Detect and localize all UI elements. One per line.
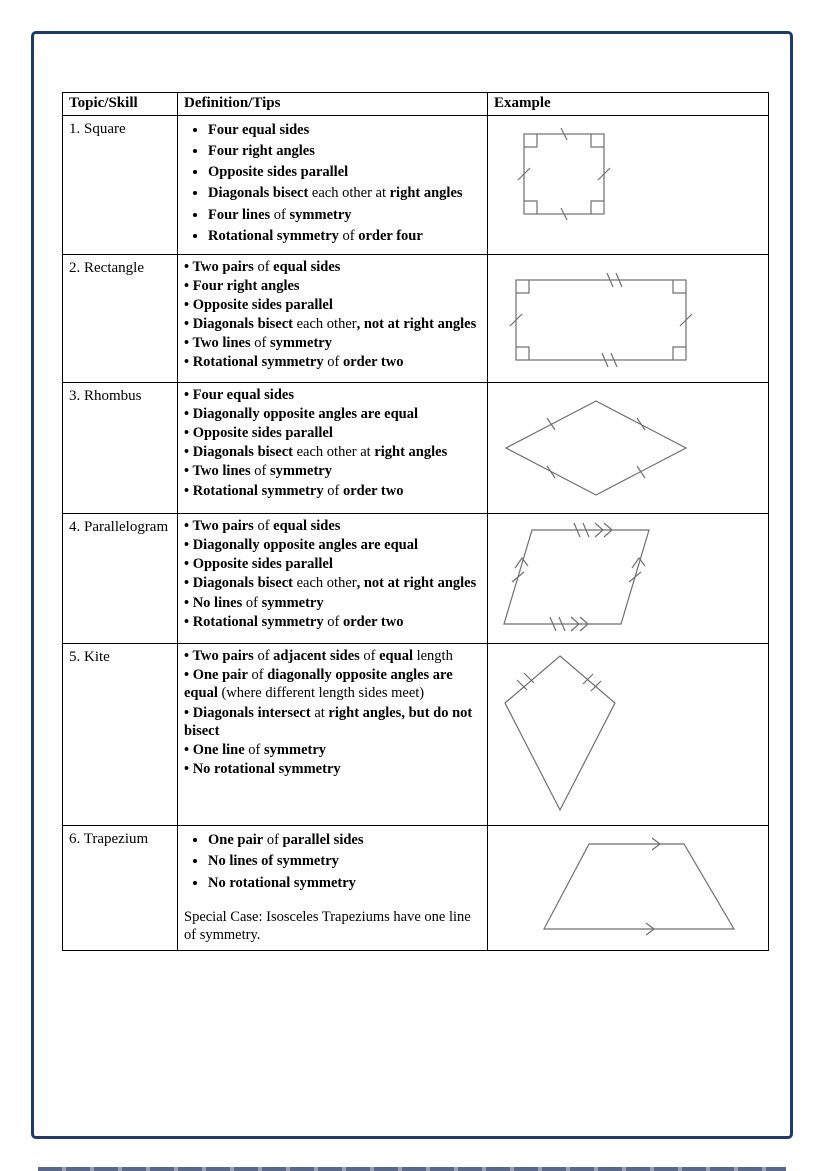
definition-text: of bbox=[263, 832, 283, 849]
definition-text: Opposite sides parallel bbox=[208, 164, 349, 181]
table-row bbox=[63, 514, 769, 644]
bullet-marker: • bbox=[184, 444, 193, 461]
definition-bullet bbox=[208, 831, 481, 849]
table-row bbox=[63, 116, 769, 255]
definition-cell bbox=[178, 644, 488, 826]
definition-text: Rotational symmetry bbox=[192, 482, 324, 499]
definition-text: adjacent sides bbox=[273, 648, 360, 665]
bullet-marker: • bbox=[184, 667, 193, 684]
definition-bullet bbox=[184, 315, 481, 333]
definition-text: symmetry bbox=[261, 594, 324, 611]
definition-text: of bbox=[323, 354, 343, 371]
bullet-marker: • bbox=[184, 297, 193, 313]
definition-text: right angles bbox=[389, 185, 463, 202]
bullet-marker: • bbox=[184, 613, 193, 630]
definition-bullet bbox=[184, 405, 481, 423]
topic-cell: 6. Trapezium bbox=[63, 826, 178, 951]
definition-text: diagonally opposite angles are equal bbox=[184, 667, 453, 702]
definition-text: Opposite sides parallel bbox=[192, 425, 333, 442]
definition-text: Opposite sides parallel bbox=[192, 297, 333, 313]
definition-text: each other bbox=[293, 575, 357, 592]
definition-cell bbox=[178, 514, 488, 644]
definition-text: of bbox=[250, 335, 270, 352]
parallelogram-figure bbox=[494, 518, 679, 641]
bullet-marker: • bbox=[184, 354, 193, 371]
definition-text: Diagonals bisect bbox=[192, 444, 293, 461]
definition-text: One pair bbox=[208, 832, 264, 849]
definition-text: order four bbox=[358, 227, 423, 244]
definition-bullet bbox=[184, 594, 481, 612]
definition-text: Four equal sides bbox=[208, 122, 310, 138]
definition-text: of bbox=[323, 482, 343, 499]
definition-text: symmetry bbox=[269, 463, 332, 480]
definition-text: One pair bbox=[192, 667, 248, 684]
topic-cell: 4. Parallelogram bbox=[63, 514, 178, 644]
definition-bullet bbox=[184, 482, 481, 500]
col-header-example: Example bbox=[488, 93, 769, 116]
definition-text: Diagonals bisect bbox=[208, 185, 309, 202]
bullet-marker: • bbox=[184, 704, 193, 721]
definition-text: each other bbox=[293, 316, 357, 333]
definition-text: symmetry bbox=[289, 206, 352, 223]
definition-text: (where different length sides meet) bbox=[217, 685, 425, 702]
definition-bullet bbox=[184, 334, 481, 352]
bullet-marker: • bbox=[184, 556, 193, 573]
definition-bullet bbox=[184, 760, 481, 778]
definition-text: each other at bbox=[293, 444, 375, 461]
definition-text: equal bbox=[379, 648, 413, 665]
definition-bullet bbox=[184, 277, 481, 295]
definition-text: parallel sides bbox=[282, 832, 364, 849]
bullet-marker: • bbox=[184, 741, 193, 758]
table-header-row bbox=[63, 93, 769, 116]
bullet-marker: • bbox=[184, 316, 193, 333]
bullet-marker: • bbox=[184, 335, 193, 352]
definition-bullet bbox=[184, 353, 481, 371]
definition-text: Two lines bbox=[192, 463, 251, 480]
definition-cell bbox=[178, 826, 488, 951]
definition-text: Two pairs bbox=[192, 518, 254, 534]
definition-text: symmetry bbox=[269, 335, 332, 352]
definition-bullet bbox=[208, 163, 481, 181]
square-figure bbox=[504, 124, 624, 229]
definition-bullet bbox=[184, 704, 481, 740]
quadrilaterals-table bbox=[62, 92, 769, 951]
example-cell bbox=[488, 254, 769, 382]
bullet-marker: • bbox=[184, 648, 193, 665]
bullet-marker: • bbox=[184, 760, 193, 777]
definition-list bbox=[184, 831, 481, 891]
definition-text: order two bbox=[342, 354, 404, 371]
topic-cell: 5. Kite bbox=[63, 644, 178, 826]
table-row bbox=[63, 826, 769, 951]
bullet-marker: • bbox=[184, 277, 193, 294]
definition-bullet bbox=[184, 574, 481, 592]
definition-text: Rotational symmetry bbox=[208, 227, 339, 244]
definition-text: Diagonally opposite angles are equal bbox=[192, 406, 419, 422]
bullet-marker: • bbox=[184, 386, 193, 403]
definition-text: symmetry bbox=[264, 741, 327, 758]
definition-bullet bbox=[208, 206, 481, 224]
definition-bullet bbox=[184, 443, 481, 461]
definition-text: Two pairs bbox=[192, 258, 254, 275]
rectangle-figure bbox=[506, 265, 696, 380]
example-cell bbox=[488, 116, 769, 255]
special-case-note: Special Case: Isosceles Trapeziums have one line of symmetry. bbox=[184, 908, 471, 943]
definition-text: Four right angles bbox=[208, 143, 315, 160]
col-header-topic-skill: Topic/Skill bbox=[63, 93, 178, 116]
definition-text: of bbox=[323, 613, 343, 630]
definition-text: Diagonals bisect bbox=[192, 575, 293, 592]
definition-bullet bbox=[184, 666, 481, 702]
definition-text: No lines bbox=[192, 594, 243, 611]
definition-bullet bbox=[208, 852, 481, 870]
definition-bullet bbox=[184, 386, 481, 404]
definition-text: order two bbox=[342, 613, 404, 630]
table-body bbox=[63, 116, 769, 951]
definition-bullet bbox=[184, 536, 481, 554]
definition-text: right angles, but do not bisect bbox=[184, 704, 473, 739]
example-cell bbox=[488, 514, 769, 644]
definition-text: Rotational symmetry bbox=[192, 354, 324, 371]
definition-text: of bbox=[250, 463, 270, 480]
definition-text: Diagonally opposite angles are equal bbox=[192, 537, 419, 554]
bullet-marker: • bbox=[184, 463, 193, 480]
definition-text: One line bbox=[192, 741, 245, 758]
rhombus-figure bbox=[496, 391, 696, 511]
definition-text: No rotational symmetry bbox=[192, 760, 341, 777]
definition-text: , not at right angles bbox=[356, 316, 477, 333]
definition-bullet bbox=[184, 741, 481, 759]
bullet-marker: • bbox=[184, 594, 193, 611]
kite-figure bbox=[500, 648, 625, 823]
trapezium-figure bbox=[534, 834, 744, 944]
definition-text: right angles bbox=[374, 444, 448, 461]
definition-text: No rotational symmetry bbox=[208, 874, 356, 891]
definition-text: of bbox=[253, 648, 274, 665]
definition-text: each other at bbox=[308, 185, 390, 202]
definition-bullet bbox=[184, 613, 481, 631]
example-cell bbox=[488, 826, 769, 951]
definition-text: of bbox=[253, 258, 274, 275]
table-row bbox=[63, 382, 769, 513]
definition-text: No lines of symmetry bbox=[208, 853, 339, 870]
definition-text: Two lines bbox=[192, 335, 251, 352]
definition-text: Opposite sides parallel bbox=[192, 556, 333, 573]
definition-text: length bbox=[412, 648, 453, 665]
definition-text: of bbox=[338, 227, 359, 244]
page-border-frame bbox=[31, 31, 793, 1139]
definition-bullet bbox=[184, 517, 481, 535]
bullet-marker: • bbox=[184, 518, 193, 534]
definition-text: Diagonals intersect bbox=[192, 704, 311, 721]
definition-text: at bbox=[310, 704, 329, 721]
table-row bbox=[63, 254, 769, 382]
col-header-definition-tips: Definition/Tips bbox=[178, 93, 488, 116]
definition-text: of bbox=[244, 741, 265, 758]
definition-text: equal sides bbox=[273, 258, 341, 275]
definition-list bbox=[184, 121, 481, 245]
definition-text: Two pairs bbox=[192, 648, 254, 665]
definition-text: Rotational symmetry bbox=[192, 613, 324, 630]
next-page-edge bbox=[38, 1167, 786, 1171]
topic-cell: 1. Square bbox=[63, 116, 178, 255]
definition-text: of bbox=[359, 648, 380, 665]
definition-text: , not at right angles bbox=[356, 575, 477, 592]
definition-text: of bbox=[247, 667, 268, 684]
definition-bullet bbox=[184, 424, 481, 442]
definition-bullet bbox=[208, 121, 481, 139]
definition-bullet bbox=[208, 142, 481, 160]
definition-cell bbox=[178, 116, 488, 255]
definition-bullet bbox=[208, 184, 481, 202]
definition-bullet bbox=[184, 296, 481, 314]
topic-cell: 2. Rectangle bbox=[63, 254, 178, 382]
definition-cell bbox=[178, 254, 488, 382]
definition-text: Four equal sides bbox=[192, 386, 294, 403]
definition-bullet bbox=[184, 462, 481, 480]
example-cell bbox=[488, 644, 769, 826]
definition-bullet bbox=[208, 227, 481, 245]
bullet-marker: • bbox=[184, 575, 193, 592]
table-row bbox=[63, 644, 769, 826]
definition-text: order two bbox=[342, 482, 404, 499]
definition-bullet bbox=[184, 555, 481, 573]
topic-cell: 3. Rhombus bbox=[63, 382, 178, 513]
bullet-marker: • bbox=[184, 406, 193, 422]
bullet-marker: • bbox=[184, 258, 193, 275]
bullet-marker: • bbox=[184, 537, 193, 554]
definition-cell bbox=[178, 382, 488, 513]
bullet-marker: • bbox=[184, 425, 193, 442]
definition-text: equal sides bbox=[273, 518, 341, 534]
definition-text: Four lines bbox=[208, 206, 271, 223]
definition-bullet bbox=[184, 647, 481, 665]
definition-bullet bbox=[208, 874, 481, 892]
definition-bullet bbox=[184, 258, 481, 276]
definition-text: of bbox=[253, 518, 274, 534]
definition-text: Four right angles bbox=[192, 277, 300, 294]
example-cell bbox=[488, 382, 769, 513]
bullet-marker: • bbox=[184, 482, 193, 499]
definition-text: Diagonals bisect bbox=[192, 316, 293, 333]
definition-text: of bbox=[242, 594, 262, 611]
definition-text: of bbox=[270, 206, 290, 223]
